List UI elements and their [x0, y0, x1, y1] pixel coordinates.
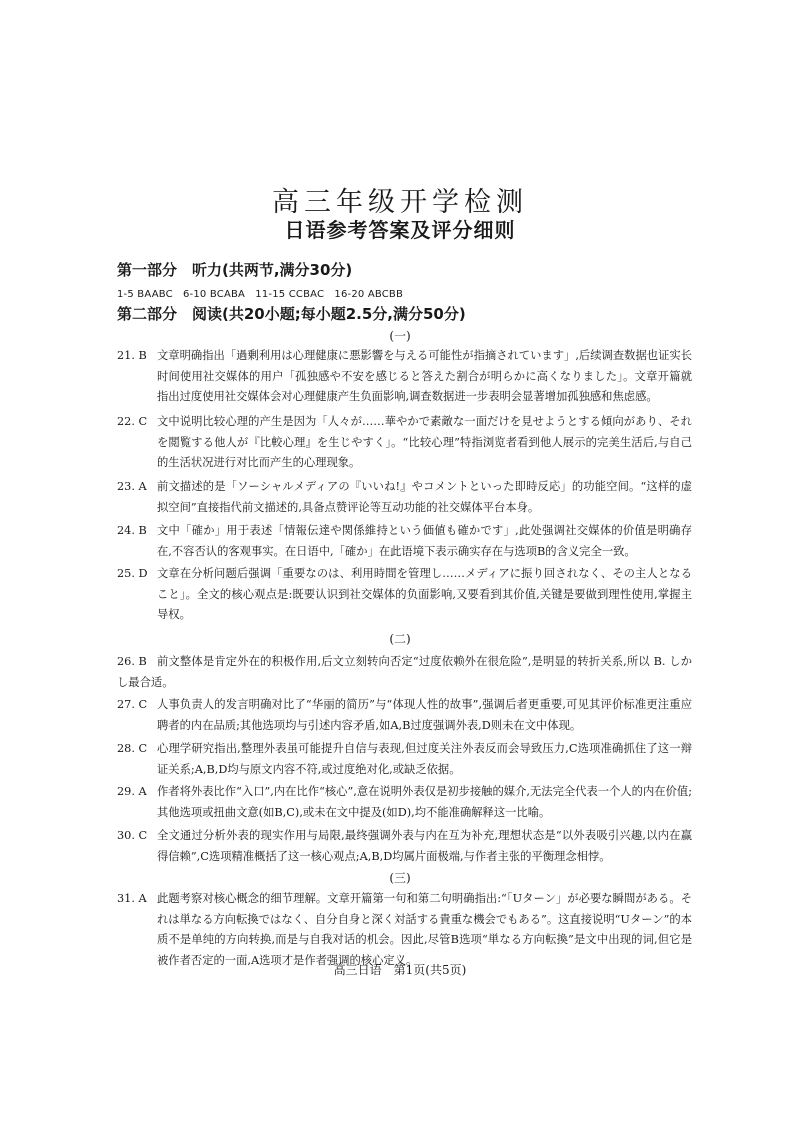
question-27	[117, 695, 692, 736]
section-marker-1: (一)	[389, 329, 411, 343]
question-number: 27. C	[117, 698, 148, 711]
question-26	[117, 652, 692, 693]
question-explanation: 全文通过分析外表的现实作用与局限,最终强调外表与内在互为补充,理想状态是“以外表吸引兴趣,以内在赢得信赖”,C选项精准概括了这一核心观点;A,B,D均属片面极端,与作者主张的平衡理念相悖。	[157, 829, 692, 863]
section-marker-3: (三)	[389, 871, 411, 885]
question-31	[117, 889, 692, 971]
question-explanation: 作者将外表比作“入口”,内在比作“核心”,意在说明外表仅是初步接触的媒介,无法完全代表一个人的内在价值;其他选项或扭曲文意(如B,C),或未在文中提及(如D),均不能准确解释这一比喻。	[157, 785, 692, 819]
question-number: 23. A	[117, 480, 147, 493]
page-title: 高三年级开学检测	[272, 187, 528, 218]
question-number: 29. A	[117, 785, 147, 798]
question-number: 24. B	[117, 524, 147, 537]
question-explanation: 文中说明比较心理的产生是因为「人々が……華やかで素敵な一面だけを見せようとする傾向があり、それを閲覧する他人が『比較心理』を生じやすく」。“比较心理”特指浏览者看到他人展示的完美生活后,与自己的生活状况进行对比而产生的心理现象。	[157, 415, 692, 469]
page-footer: 高三日语 第1页(共5页)	[333, 963, 467, 977]
question-explanation: 心理学研究指出,整理外表虽可能提升自信与表现,但过度关注外表反而会导致压力,C选项准确抓住了这一辩证关系;A,B,D均与原文内容不符,或过度绝对化,或缺乏依据。	[157, 742, 692, 776]
question-number: 26. B	[117, 655, 147, 668]
listening-answer-key: 1-5 BAABC 6-10 BCABA 11-15 CCBAC 16-20 ABCBB	[117, 289, 404, 300]
question-24	[117, 521, 692, 562]
question-explanation: 人事负责人的发言明确对比了“华丽的简历”与“体现人性的故事”,强调后者更重要,可见其评价标准更注重应聘者的内在品质;其他选项均与引述内容矛盾,如A,B过度强调外表,D则未在文中体现。	[157, 698, 692, 732]
question-29	[117, 782, 692, 823]
question-number: 30. C	[117, 829, 148, 842]
question-number: 31. A	[117, 892, 147, 905]
question-21	[117, 346, 692, 408]
question-30	[117, 826, 692, 867]
question-explanation: 文章在分析问题后强调「重要なのは、利用時間を管理し……メディアに振り回されなく、その主人となること」。全文的核心观点是:既要认识到社交媒体的负面影响,又要看到其价值,关键是要做到理性使用,掌握主导权。	[157, 567, 692, 621]
question-number: 28. C	[117, 742, 148, 755]
question-number: 25. D	[117, 567, 148, 580]
question-explanation: 文中「確か」用于表述「情報伝達や関係維持という価値も確かです」,此处强调社交媒体的价值是明确存在,不容否认的客观事实。在日语中,「確か」在此语境下表示确实存在与选项B的含义完全一致。	[157, 524, 692, 558]
question-explanation: 前文描述的是「ソーシャルメディアの『いいね!』やコメントといった即時反応」的功能空间。“这样的虚拟空间”直接指代前文描述的,具备点赞评论等互动功能的社交媒体平台本身。	[157, 480, 692, 514]
question-number: 22. C	[117, 415, 148, 428]
question-explanation: 前文整体是肯定外在的积极作用,后文立刻转向否定“过度依赖外在很危险”,是明显的转折关系,所以 B. しかし最合适。	[117, 655, 692, 689]
question-number: 21. B	[117, 349, 147, 362]
page-subtitle: 日语参考答案及评分细则	[284, 218, 516, 242]
part2-heading: 第二部分 阅读(共20小题;每小题2.5分,满分50分)	[117, 305, 466, 323]
question-explanation: 此题考察对核心概念的细节理解。文章开篇第一句和第二句明确指出:“「Uターン」が必要な瞬間がある。それは単なる方向転換ではなく、自分自身と深く対話する貴重な機会でもある”。这直接说明“Uターン”的本质不是单纯的方向转换,而是与自我对话的机会。因此,尽管B选项“単なる方向転換”是文中出现的词,但它是被作者否定的一面,A选项才是作者强调的核心定义。	[157, 892, 692, 967]
section-marker-2: (二)	[389, 632, 411, 646]
question-22	[117, 412, 692, 474]
question-28	[117, 739, 692, 780]
question-23	[117, 477, 692, 518]
question-explanation: 文章明确指出「過剰利用は心理健康に悪影響を与える可能性が指摘されています」,后续调查数据也证实长时间使用社交媒体的用户「孤独感や不安を感じると答えた割合が明らかに高くなりました」。文章开篇就指出过度使用社交媒体会对心理健康产生负面影响,调查数据进一步表明会显著增加孤独感和焦虑感。	[157, 349, 692, 403]
part1-heading: 第一部分 听力(共两节,满分30分)	[117, 261, 353, 279]
question-25	[117, 564, 692, 626]
